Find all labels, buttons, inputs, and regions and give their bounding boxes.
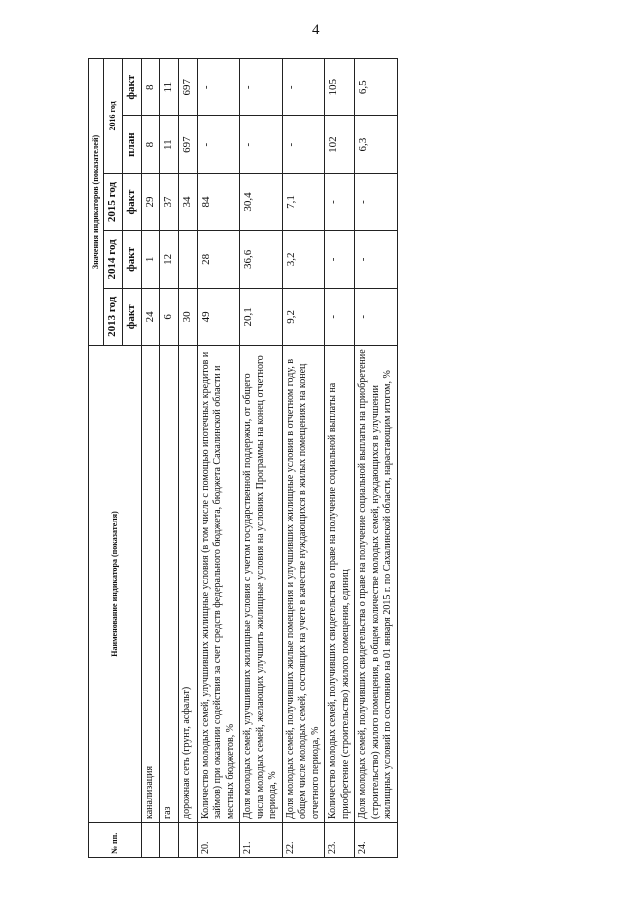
value-2016-fact: - — [282, 59, 325, 116]
row-number — [160, 823, 179, 858]
header-number: № пп. — [89, 823, 142, 858]
header-row-1 — [89, 59, 104, 858]
value-2013: 6 — [160, 288, 179, 345]
header-2014-fact: факт — [122, 231, 141, 288]
row-number — [141, 823, 160, 858]
header-values-group: Значения индикаторов (показателей) — [89, 59, 104, 346]
value-2015: 30,4 — [240, 173, 283, 230]
value-2013: 30 — [179, 288, 198, 345]
indicator-table — [88, 58, 398, 858]
header-year-2013: 2013 год — [104, 288, 123, 345]
header-year-2016: 2016 год — [104, 59, 123, 174]
value-2013: 49 — [197, 288, 240, 345]
value-2016-fact: 6,5 — [355, 59, 398, 116]
value-2013: 9,2 — [282, 288, 325, 345]
value-2016-fact: - — [197, 59, 240, 116]
value-2013: - — [325, 288, 355, 345]
value-2014: 36,6 — [240, 231, 283, 288]
value-2014: - — [355, 231, 398, 288]
table-row — [325, 59, 355, 858]
row-number: 20. — [197, 823, 240, 858]
row-number: 24. — [355, 823, 398, 858]
value-2016-fact: 697 — [179, 59, 198, 116]
page-number: 4 — [312, 22, 320, 38]
rotated-table-wrapper — [88, 58, 394, 858]
value-2015: 37 — [160, 173, 179, 230]
value-2016-fact: 105 — [325, 59, 355, 116]
table-row — [141, 59, 160, 858]
value-2013: - — [355, 288, 398, 345]
value-2014: 1 — [141, 231, 160, 288]
value-2016-plan: - — [197, 116, 240, 173]
value-2014: 3,2 — [282, 231, 325, 288]
header-2013-fact: факт — [122, 288, 141, 345]
rotated-table-content — [88, 58, 394, 858]
value-2016-plan: 8 — [141, 116, 160, 173]
value-2016-fact: - — [240, 59, 283, 116]
value-2014: 28 — [197, 231, 240, 288]
value-2016-plan: 102 — [325, 116, 355, 173]
header-year-2014: 2014 год — [104, 231, 123, 288]
value-2015: - — [355, 173, 398, 230]
header-year-2015: 2015 год — [104, 173, 123, 230]
value-2016-fact: 8 — [141, 59, 160, 116]
table-row — [179, 59, 198, 858]
value-2015: 7,1 — [282, 173, 325, 230]
indicator-name: дорожная сеть (грунт, асфальт) — [179, 346, 198, 823]
row-number: 21. — [240, 823, 283, 858]
value-2015: - — [325, 173, 355, 230]
value-2013: 20,1 — [240, 288, 283, 345]
value-2016-plan: 697 — [179, 116, 198, 173]
value-2013: 24 — [141, 288, 160, 345]
value-2016-fact: 11 — [160, 59, 179, 116]
value-2016-plan: 11 — [160, 116, 179, 173]
indicator-name: Доля молодых семей, получивших свидетельства о праве на получение социальной выплаты на приобретение (строительство) жилого помещения, в общем количестве молодых семей, нуждающихся в улучшении жилищных условий по состоянию на 01 января 2015 г. по Сахалинской области, нарастающим итогом, % — [355, 346, 398, 823]
indicator-name: Доля молодых семей, получивших жилые помещения и улучшивших жилищные условия в отчетном году, в общем числе молодых семей, состоящих на учете в качестве нуждающихся в жилых помещениях на конец отчетного периода, % — [282, 346, 325, 823]
table-row — [197, 59, 240, 858]
table-row — [160, 59, 179, 858]
value-2015: 84 — [197, 173, 240, 230]
value-2015: 29 — [141, 173, 160, 230]
row-number: 22. — [282, 823, 325, 858]
indicator-name: канализация — [141, 346, 160, 823]
indicator-name: Доля молодых семей, улучшивших жилищные условия с учетом государственной поддержки, от общего числа молодых семей, желающих улучшить жилищные условия на условиях Программы на конец отчетного периода, % — [240, 346, 283, 823]
header-2016-plan: план — [122, 116, 141, 173]
table-row — [240, 59, 283, 858]
table-row — [282, 59, 325, 858]
header-2015-fact: факт — [122, 173, 141, 230]
value-2014 — [179, 231, 198, 288]
value-2016-plan: - — [240, 116, 283, 173]
value-2014: 12 — [160, 231, 179, 288]
row-number: 23. — [325, 823, 355, 858]
indicator-name: газ — [160, 346, 179, 823]
row-number — [179, 823, 198, 858]
indicator-name: Количество молодых семей, получивших свидетельства о праве на получение социальной выплаты на приобретение (строительство) жилого помещения, единиц — [325, 346, 355, 823]
value-2015: 34 — [179, 173, 198, 230]
value-2016-plan: - — [282, 116, 325, 173]
header-2016-fact: факт — [122, 59, 141, 116]
value-2014: - — [325, 231, 355, 288]
indicator-name: Количество молодых семей, улучшивших жилищные условия (в том числе с помощью ипотечных кредитов и займов) при оказании содействия за счет средств федерального бюджета, бюджета Сахалинской области и местных бюджетов, % — [197, 346, 240, 823]
table-row — [355, 59, 398, 858]
value-2016-plan: 6,3 — [355, 116, 398, 173]
header-indicator-name: Наименование индикатора (показателя) — [89, 346, 142, 823]
